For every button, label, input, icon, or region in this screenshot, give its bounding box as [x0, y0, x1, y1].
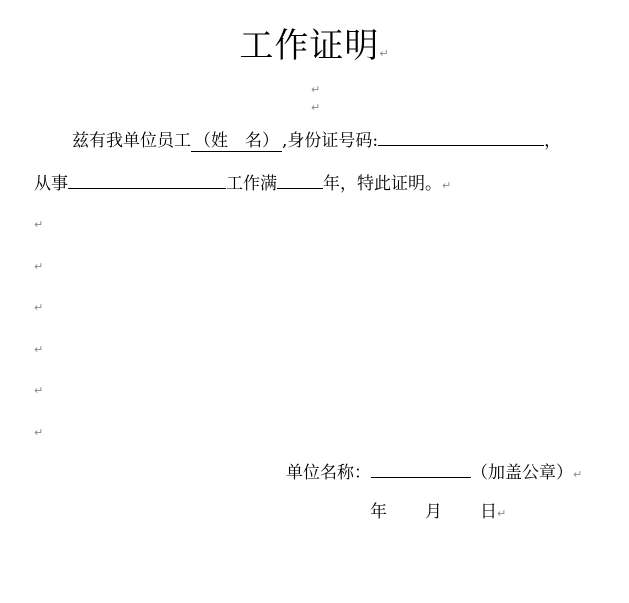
paragraph-mark-icon: ↵ [34, 343, 44, 356]
document-title [0, 24, 629, 76]
engaged-label: 从事 [34, 174, 68, 194]
paragraph-mark-icon: ↵ [311, 83, 321, 96]
years-blank [277, 170, 323, 189]
job-title-blank [68, 170, 226, 189]
paragraph-mark-icon: ↵ [379, 47, 390, 60]
intro-text: 兹有我单位员工 [72, 131, 191, 151]
paragraph-mark-icon: ↵ [34, 260, 44, 273]
seal-note: （加盖公章） [471, 463, 573, 483]
id-number-blank [378, 127, 544, 146]
paragraph-mark-icon: ↵ [497, 507, 507, 520]
body-line-2 [34, 170, 451, 198]
line1-end: ， [544, 131, 562, 151]
paragraph-mark-icon: ↵ [34, 218, 44, 231]
id-label: ,身份证号码: [282, 131, 379, 151]
paragraph-mark-icon: ↵ [311, 101, 321, 114]
date-day: 日 [480, 502, 497, 522]
certify-text: 年，特此证明。 [323, 174, 442, 194]
work-duration-label: 工作满 [226, 174, 277, 194]
paragraph-mark-icon: ↵ [442, 179, 452, 192]
body-line-1 [72, 127, 561, 153]
paragraph-mark-icon: ↵ [34, 384, 44, 397]
date-month: 月 [425, 502, 442, 522]
employee-name-field: （姓 名） [191, 131, 282, 152]
unit-name-blank [371, 459, 471, 478]
title-text: 工作证明 [239, 26, 380, 66]
paragraph-mark-icon: ↵ [573, 468, 583, 481]
date-year: 年 [370, 502, 387, 522]
date-line [370, 500, 506, 526]
paragraph-mark-icon: ↵ [34, 426, 44, 439]
paragraph-mark-icon: ↵ [34, 301, 44, 314]
unit-name-label: 单位名称： [286, 463, 371, 483]
signature-line [286, 459, 582, 487]
